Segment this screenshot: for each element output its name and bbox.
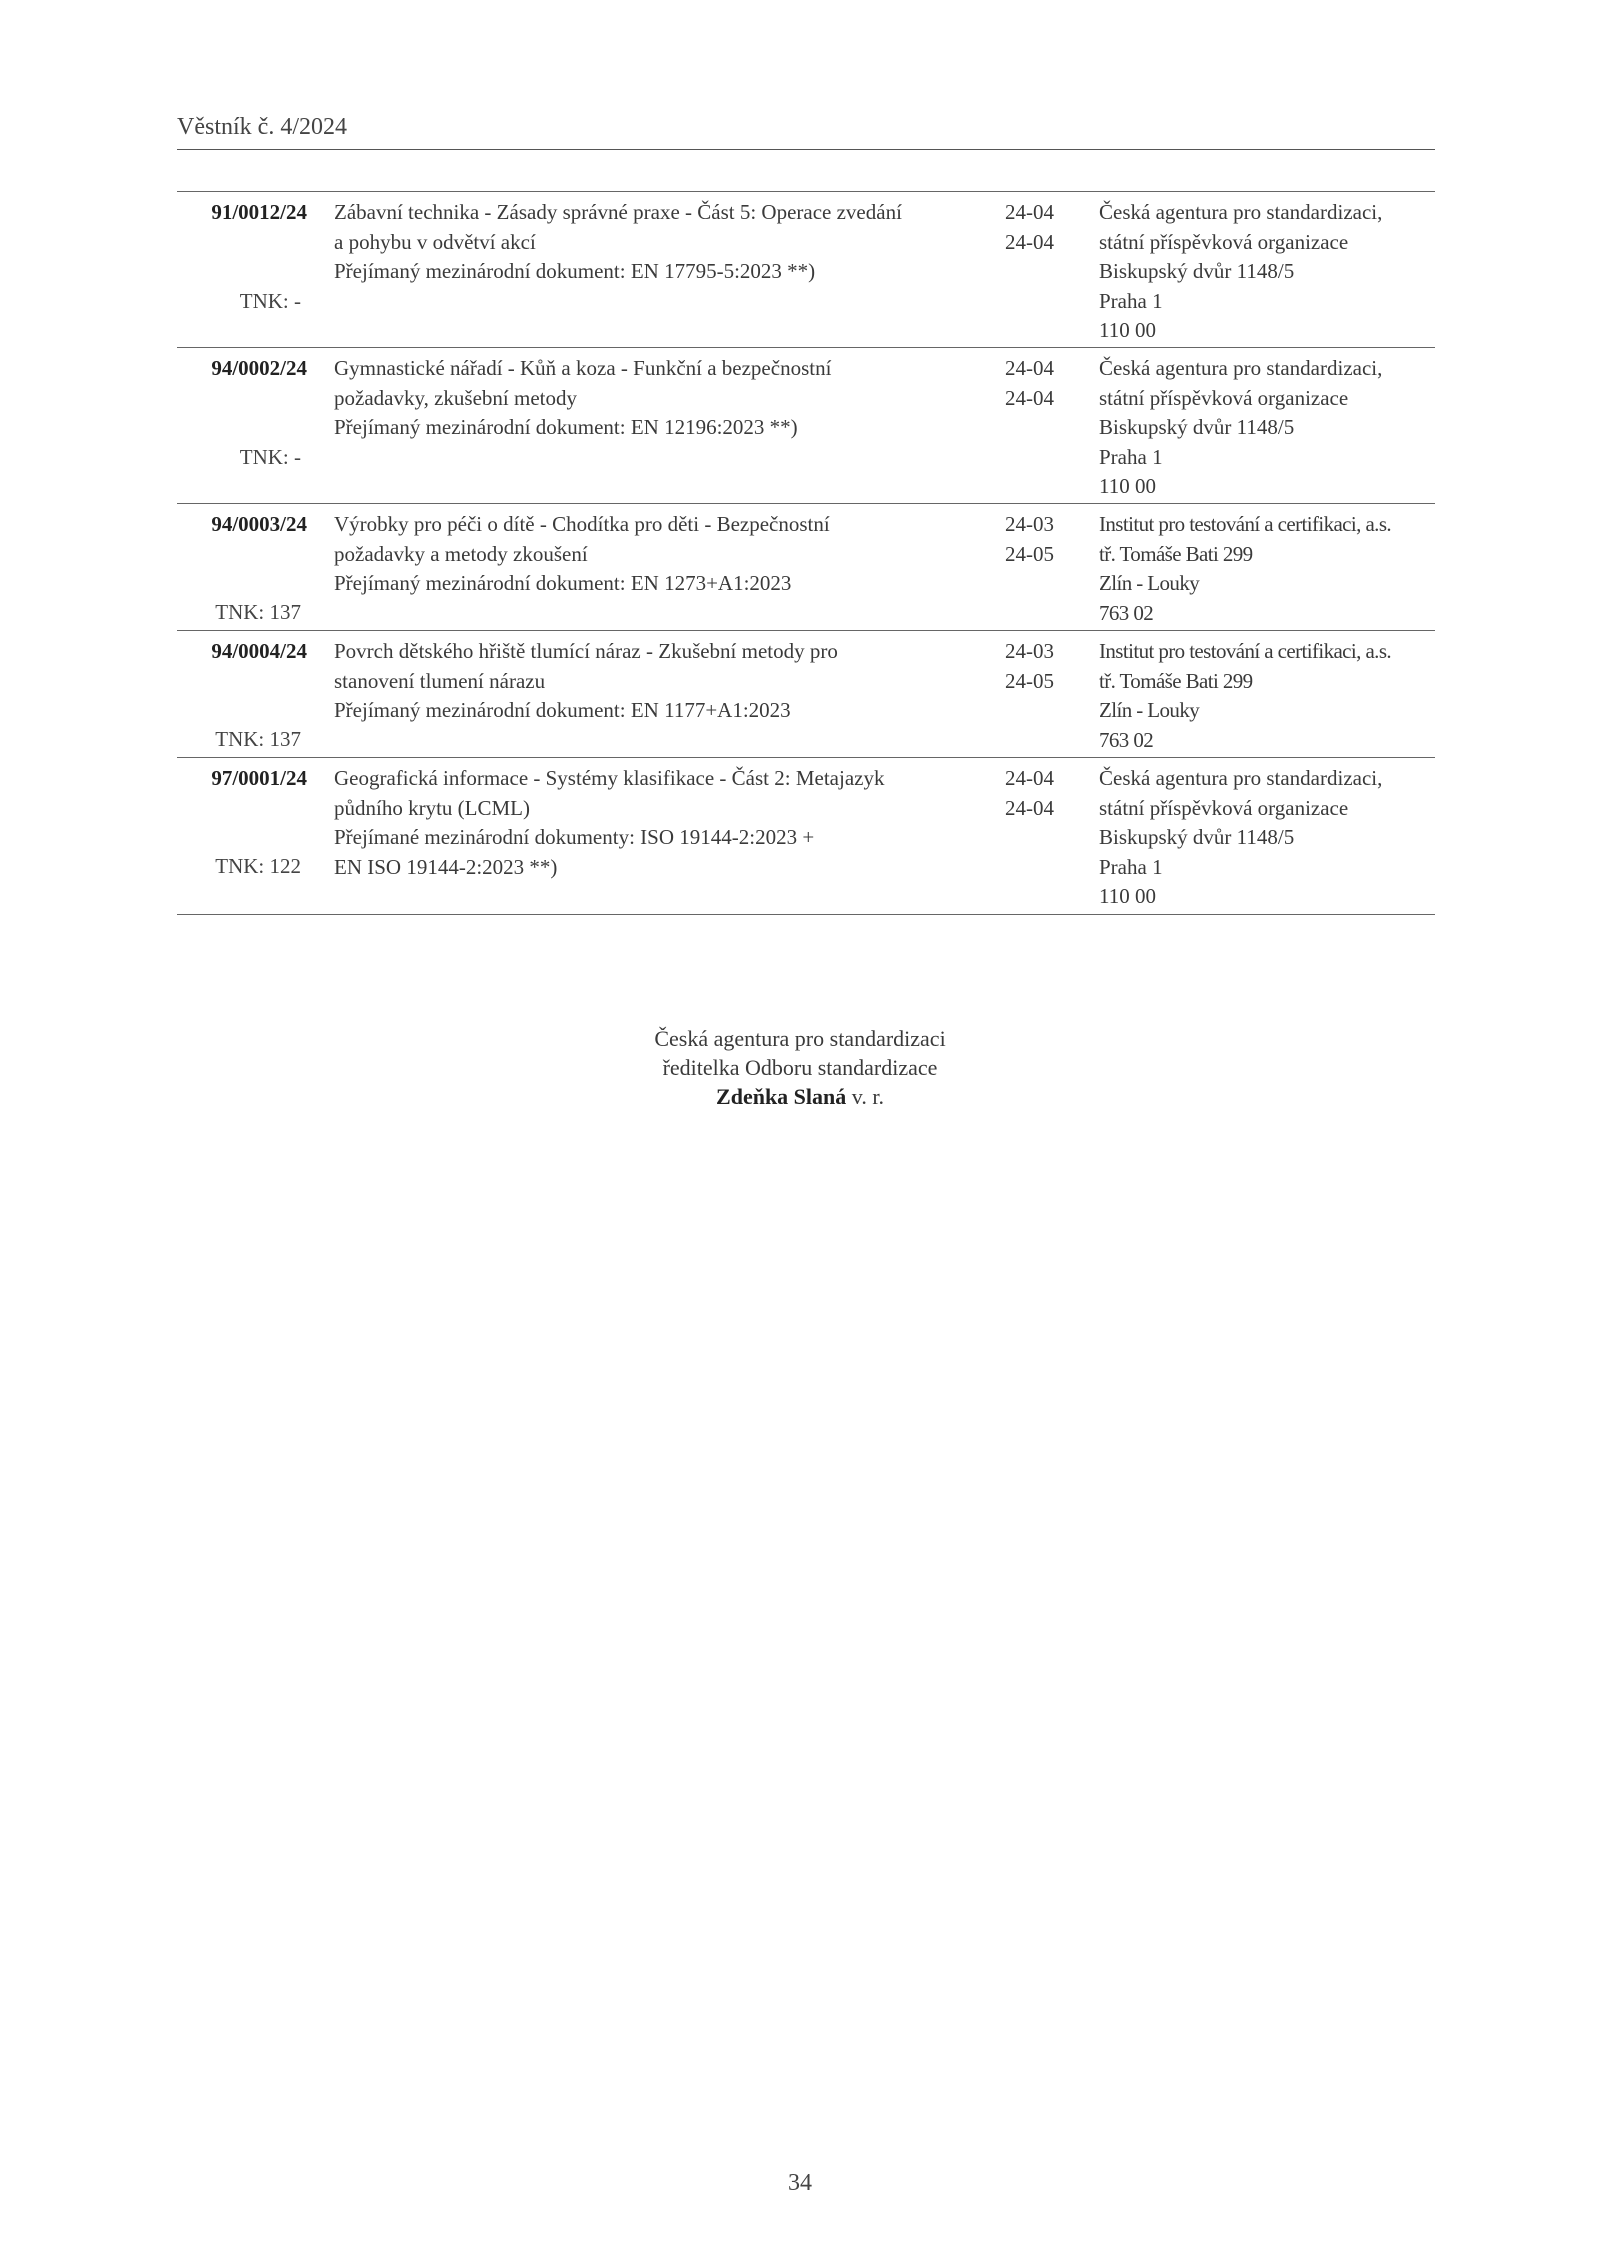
title-line: stanovení tlumení nárazu bbox=[334, 668, 546, 693]
date-value: 24-05 bbox=[1005, 541, 1054, 566]
date-value: 24-03 bbox=[1005, 512, 1054, 536]
org-line: Česká agentura pro standardizaci, bbox=[1099, 356, 1383, 380]
title-line: požadavky, zkušební metody bbox=[334, 385, 577, 410]
org-line: Česká agentura pro standardizaci, bbox=[1099, 766, 1383, 790]
org-line: Praha 1 bbox=[1099, 444, 1163, 469]
date-value: 24-04 bbox=[1005, 229, 1054, 254]
date-value: 24-05 bbox=[1005, 668, 1054, 693]
org-line: Zlín - Louky bbox=[1099, 698, 1200, 722]
organization bbox=[1099, 637, 1439, 755]
table-row bbox=[177, 758, 1435, 915]
org-line: tř. Tomáše Bati 299 bbox=[1099, 541, 1253, 566]
organization bbox=[1099, 198, 1439, 346]
title-line: Geografická informace - Systémy klasifikace - Část 2: Metajazyk bbox=[334, 766, 885, 790]
table-row bbox=[177, 504, 1435, 631]
standard-title bbox=[334, 637, 1014, 726]
dates bbox=[1005, 354, 1075, 413]
org-line: Praha 1 bbox=[1099, 854, 1163, 879]
title-line: Výrobky pro péči o dítě - Chodítka pro děti - Bezpečnostní bbox=[334, 512, 830, 536]
tnk-label: TNK: - bbox=[239, 445, 301, 469]
signature-role: ředitelka Odboru standardizace bbox=[662, 1055, 938, 1080]
standard-id: 94/0003/24 bbox=[211, 512, 307, 536]
page-header: Věstník č. 4/2024 bbox=[177, 114, 1435, 150]
tnk-label: TNK: 137 bbox=[215, 727, 301, 751]
standards-table bbox=[177, 191, 1435, 915]
date-value: 24-04 bbox=[1005, 200, 1054, 224]
dates bbox=[1005, 510, 1075, 569]
organization bbox=[1099, 764, 1439, 912]
standard-id: 94/0004/24 bbox=[211, 639, 307, 663]
title-line: Povrch dětského hřiště tlumící náraz - Zkušební metody pro bbox=[334, 639, 838, 663]
signature-name-line bbox=[560, 1082, 1040, 1111]
date-value: 24-04 bbox=[1005, 356, 1054, 380]
table-row bbox=[177, 348, 1435, 504]
organization bbox=[1099, 354, 1439, 502]
org-line: státní příspěvková organizace bbox=[1099, 795, 1349, 820]
organization bbox=[1099, 510, 1439, 628]
tnk-label: TNK: 122 bbox=[215, 854, 301, 878]
tnk-label: TNK: - bbox=[239, 289, 301, 313]
org-line: Biskupský dvůr 1148/5 bbox=[1099, 415, 1295, 439]
org-line: 110 00 bbox=[1099, 474, 1156, 498]
signatory-name: Zdeňka Slaná bbox=[716, 1084, 847, 1109]
standard-id: 94/0002/24 bbox=[211, 356, 307, 380]
page-number: 34 bbox=[788, 2170, 812, 2196]
title-line: Zábavní technika - Zásady správné praxe - Část 5: Operace zvedání bbox=[334, 200, 902, 224]
org-line: 763 02 bbox=[1099, 727, 1154, 752]
org-line: Biskupský dvůr 1148/5 bbox=[1099, 259, 1295, 283]
title-line: Gymnastické nářadí - Kůň a koza - Funkční a bezpečnostní bbox=[334, 356, 832, 380]
standard-title bbox=[334, 198, 1014, 287]
dates bbox=[1005, 198, 1075, 257]
standard-title bbox=[334, 764, 1014, 882]
org-line: státní příspěvková organizace bbox=[1099, 385, 1349, 410]
org-line: Zlín - Louky bbox=[1099, 571, 1200, 595]
title-line: EN ISO 19144-2:2023 **) bbox=[334, 854, 558, 879]
title-line: a pohybu v odvětví akcí bbox=[334, 229, 536, 254]
table-row bbox=[177, 631, 1435, 758]
org-line: Institut pro testování a certifikaci, a.s. bbox=[1099, 639, 1392, 663]
date-value: 24-04 bbox=[1005, 385, 1054, 410]
signature-suffix: v. r. bbox=[851, 1084, 884, 1109]
org-line: 763 02 bbox=[1099, 600, 1154, 625]
title-line: Přejímané mezinárodní dokumenty: ISO 19144-2:2023 + bbox=[334, 825, 815, 849]
title-line: Přejímaný mezinárodní dokument: EN 1177+A1:2023 bbox=[334, 698, 791, 722]
title-line: Přejímaný mezinárodní dokument: EN 1273+A1:2023 bbox=[334, 571, 792, 595]
date-value: 24-04 bbox=[1005, 766, 1054, 790]
standard-id: 97/0001/24 bbox=[211, 766, 307, 790]
title-line: Přejímaný mezinárodní dokument: EN 12196:2023 **) bbox=[334, 415, 798, 439]
dates bbox=[1005, 637, 1075, 696]
standard-title bbox=[334, 354, 1014, 443]
org-line: Praha 1 bbox=[1099, 288, 1163, 313]
org-line: tř. Tomáše Bati 299 bbox=[1099, 668, 1253, 693]
title-line: půdního krytu (LCML) bbox=[334, 795, 530, 820]
title-line: Přejímaný mezinárodní dokument: EN 17795-5:2023 **) bbox=[334, 259, 816, 283]
org-line: Česká agentura pro standardizaci, bbox=[1099, 200, 1383, 224]
org-line: 110 00 bbox=[1099, 884, 1156, 908]
org-line: Biskupský dvůr 1148/5 bbox=[1099, 825, 1295, 849]
standard-id: 91/0012/24 bbox=[211, 200, 307, 224]
signature-block bbox=[560, 1024, 1040, 1111]
org-line: Institut pro testování a certifikaci, a.s. bbox=[1099, 512, 1392, 536]
tnk-label: TNK: 137 bbox=[215, 600, 301, 624]
title-line: požadavky a metody zkoušení bbox=[334, 541, 588, 566]
standard-title bbox=[334, 510, 1014, 599]
signature-org: Česká agentura pro standardizaci bbox=[654, 1026, 946, 1051]
date-value: 24-04 bbox=[1005, 795, 1054, 820]
org-line: státní příspěvková organizace bbox=[1099, 229, 1349, 254]
dates bbox=[1005, 764, 1075, 823]
table-row bbox=[177, 192, 1435, 348]
org-line: 110 00 bbox=[1099, 318, 1156, 342]
date-value: 24-03 bbox=[1005, 639, 1054, 663]
